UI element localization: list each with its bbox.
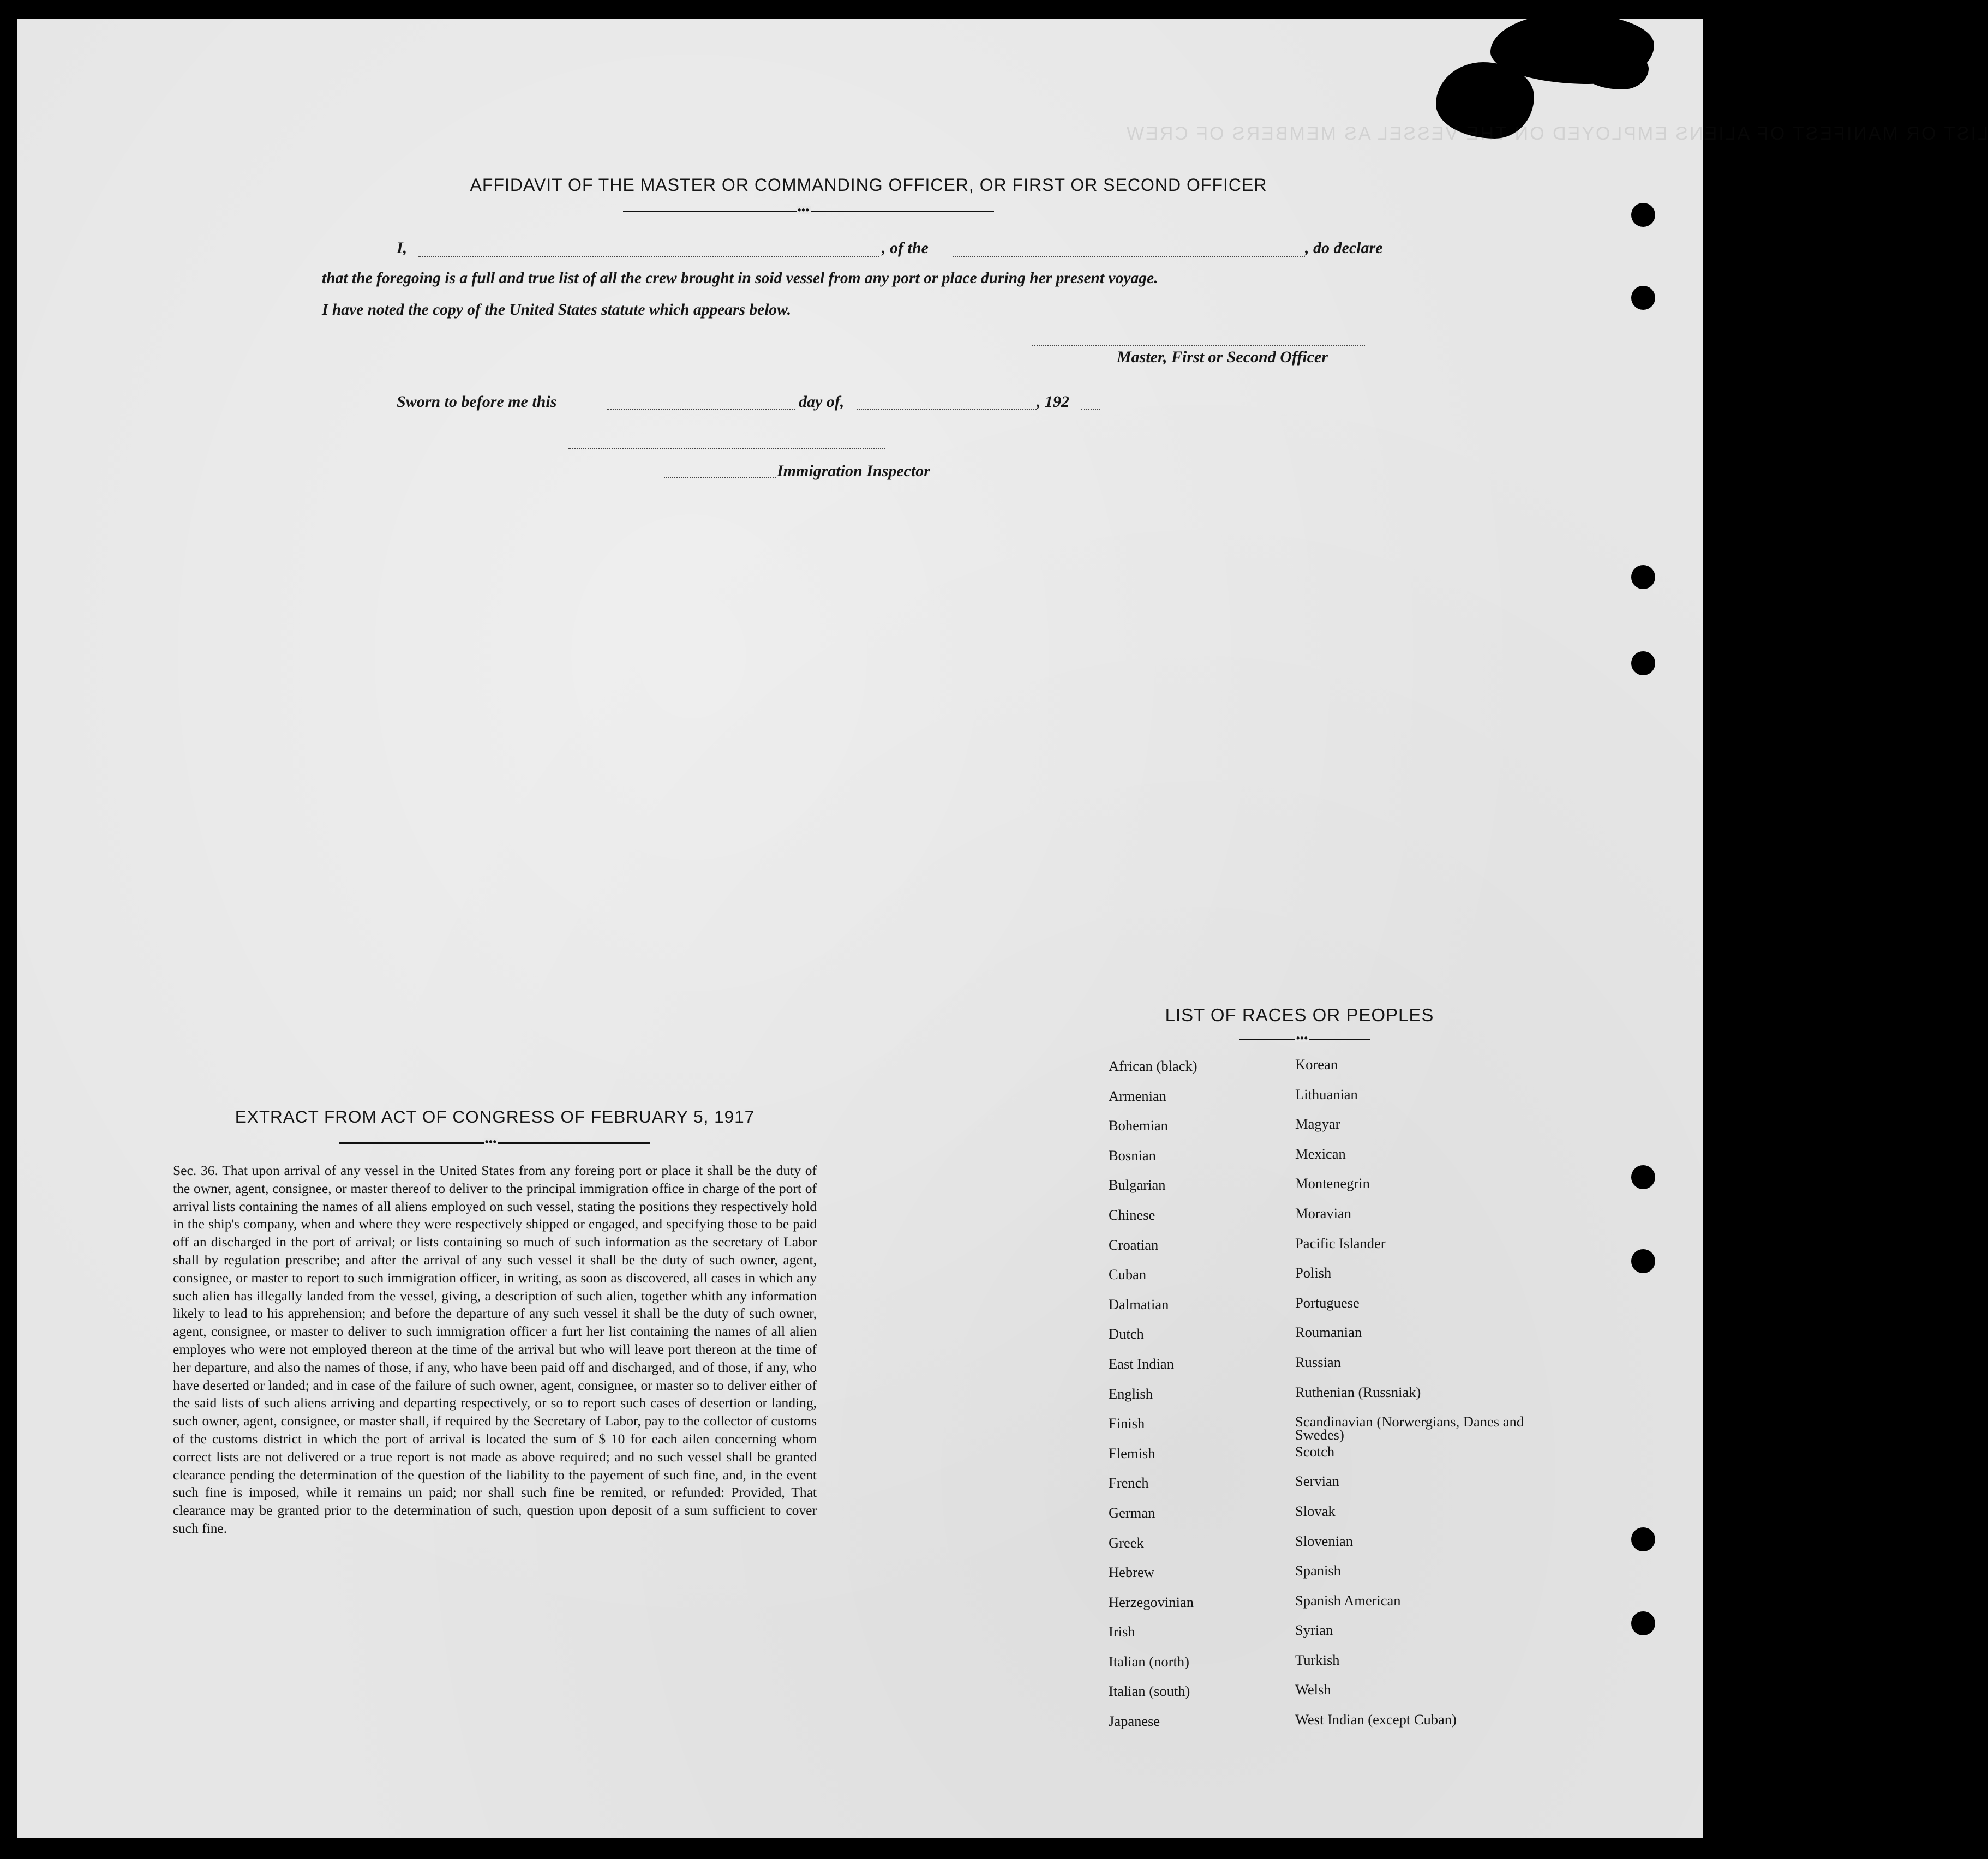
race-row: [1109, 1474, 1534, 1504]
sworn-year: , 192: [1037, 393, 1069, 411]
race-right-entry: Scotch: [1295, 1443, 1335, 1460]
race-left-entry: Cuban: [1109, 1266, 1147, 1283]
race-left-entry: Greek: [1109, 1534, 1144, 1551]
race-left-entry: Finish: [1109, 1415, 1145, 1432]
race-left-entry: Italian (south): [1109, 1683, 1190, 1700]
race-row: [1109, 1683, 1534, 1713]
race-row: [1109, 1445, 1534, 1475]
punch-hole: [1631, 565, 1655, 589]
race-left-entry: African (black): [1109, 1058, 1197, 1074]
race-left-entry: French: [1109, 1474, 1149, 1491]
race-row: [1109, 1594, 1534, 1624]
affidavit-i-label: I,: [397, 239, 408, 257]
race-left-entry: Herzegovinian: [1109, 1593, 1194, 1610]
race-right-entry: Lithuanian: [1295, 1086, 1358, 1102]
race-row: [1109, 1383, 1534, 1416]
race-left-entry: Flemish: [1109, 1444, 1155, 1461]
race-right-entry: Slovak: [1295, 1502, 1336, 1519]
punch-hole: [1631, 1249, 1655, 1273]
punch-hole: [1631, 1165, 1655, 1189]
race-row: [1109, 1147, 1534, 1177]
sworn-day-of: day of,: [799, 393, 845, 411]
race-right-entry: West Indian (except Cuban): [1295, 1711, 1457, 1728]
master-signature-label: Master, First or Second Officer: [1117, 348, 1328, 366]
sworn-date-field[interactable]: [607, 409, 795, 410]
name-field[interactable]: [418, 256, 879, 257]
extract-body: Sec. 36. That upon arrival of any vessel in the United States from any foreing port or place it shall be the duty of the owner, agent, consignee, or master thereof to deliver to the principal immigration office in charge of the port of arrival lists containing the names of all aliens employed on such vessel, stating the positions they respectively hold in the ship's company, when and where they were respectively shipped or engaged, and specifying those to be paid off an discharged in the port of arrival; or lists containing so much of such information as the secretary of Labor shall by regulation prescribe; and after the arrival of any such vessel it shall be the duty of such owner, agent, consignee, or master to report to such immigration officer, in writing, as soon as discovered, all cases in which any such alien has illegally landed from the vessel, giving, a description of such alien, together whith any information likely to lead to his apprehension; and before the departure of any such vessel it shall be the duty of such owner, agent, consignee, or master to deliver to such immigration officer a furt her list containing the names of all alien employes who were not employed thereon at the time of the arrival but who will leave port thereon at the time of her departure, and also the names of those, if any, who have been paid off and discharged, and of those, if any, who have deserted or landed; and in case of the failure of such owner, agent, consignee, or master so to deliver either of the said lists of such aliens arriving and departing respectively, or so to report such cases of desertion or landing, such owner, agent, consignee, or master shall, if required by the Secretary of Labor, pay to the collector of customs of the customs district in which the port of arrival is located the sum of $ 10 for each ailen concerning whom correct lists are not delivered or a true report is not made as above required; and no such vessel shall be granted clearance pending the determination of the question of the liability to the payement of such fine, and, in the event such fine is imposed, while it remains un paid; nor shall such fine be remited, or refunded: Provided, That clearance may be granted prior to the determination of such, question upon deposit of a sum sufficient to cover such fine.: [173, 1162, 817, 1536]
races-title: LIST OF RACES OR PEOPLES: [1165, 1005, 1434, 1025]
punch-hole: [1631, 203, 1655, 227]
races-ornament: •••: [1296, 1033, 1308, 1044]
race-row: [1109, 1353, 1534, 1386]
race-right-entry: Spanish American: [1295, 1592, 1401, 1609]
race-right-entry: Polish: [1295, 1264, 1332, 1281]
race-row: [1109, 1234, 1534, 1267]
race-row: [1109, 1653, 1534, 1683]
race-left-entry: Chinese: [1109, 1206, 1155, 1223]
sworn-month-field[interactable]: [857, 409, 1037, 410]
inspector-label: Immigration Inspector: [777, 462, 930, 480]
race-left-entry: Japanese: [1109, 1713, 1160, 1730]
bleed-through: LIST OR MANIFEST OF ALIENS EMPLOYED ON THE VESSEL AS MEMBERS OF CREW: [1125, 123, 1988, 144]
affidavit-declare-label: , do declare: [1305, 239, 1383, 257]
affidavit-title: AFFIDAVIT OF THE MASTER OR COMMANDING OFFICER, OR FIRST OR SECOND OFFICER: [470, 175, 1267, 195]
race-right-entry: Ruthenian (Russniak): [1295, 1383, 1421, 1400]
race-row: [1109, 1713, 1534, 1743]
punch-hole: [1631, 651, 1655, 675]
race-right-entry: Slovenian: [1295, 1532, 1353, 1549]
race-left-entry: Italian (north): [1109, 1653, 1189, 1670]
races-table: [1109, 1058, 1534, 1743]
race-right-entry: Turkish: [1295, 1651, 1340, 1668]
race-row: [1109, 1326, 1534, 1356]
punch-hole: [1631, 1527, 1655, 1551]
race-right-entry: Pacific Islander: [1295, 1234, 1386, 1251]
race-left-entry: German: [1109, 1504, 1155, 1521]
race-left-entry: Dalmatian: [1109, 1296, 1169, 1312]
race-left-entry: Hebrew: [1109, 1564, 1154, 1581]
extract-ornament: •••: [485, 1136, 497, 1147]
inspector-dotted-lead: [664, 477, 776, 478]
torn-corner: [1583, 51, 1649, 89]
sworn-year-field[interactable]: [1081, 409, 1100, 410]
race-right-entry: Spanish: [1295, 1562, 1341, 1579]
sworn-prefix: Sworn to before me this: [397, 393, 557, 411]
race-row: [1109, 1534, 1534, 1564]
race-right-entry: Korean: [1295, 1056, 1338, 1072]
race-left-entry: Dutch: [1109, 1326, 1144, 1342]
race-right-entry: Portuguese: [1295, 1294, 1360, 1311]
master-signature-line[interactable]: [1032, 345, 1365, 346]
race-left-entry: English: [1109, 1385, 1153, 1402]
race-right-entry: Servian: [1295, 1473, 1339, 1490]
inspector-signature-line[interactable]: [568, 448, 885, 449]
affidavit-of-the-label: , of the: [882, 239, 929, 257]
race-row: [1109, 1415, 1534, 1445]
race-left-entry: Armenian: [1109, 1087, 1166, 1104]
race-right-entry: Moravian: [1295, 1204, 1352, 1221]
race-right-entry: Montenegrin: [1295, 1175, 1370, 1192]
race-left-entry: Croatian: [1109, 1236, 1159, 1253]
race-row: [1109, 1177, 1534, 1207]
document-page: [17, 19, 1988, 1838]
punch-hole: [1631, 1611, 1655, 1635]
race-row: [1109, 1296, 1534, 1326]
race-row: [1109, 1623, 1534, 1653]
vessel-field[interactable]: [953, 256, 1305, 257]
race-row: [1109, 1058, 1534, 1088]
race-right-entry: Roumanian: [1295, 1324, 1362, 1341]
race-left-entry: Bulgarian: [1109, 1177, 1166, 1194]
race-right-entry: Syrian: [1295, 1622, 1333, 1639]
affidavit-statute-note: I have noted the copy of the United States statute which appears below.: [322, 301, 792, 319]
race-row: [1109, 1266, 1534, 1296]
race-left-entry: Bohemian: [1109, 1117, 1168, 1134]
race-right-entry: Welsh: [1295, 1681, 1331, 1698]
extract-title: EXTRACT FROM ACT OF CONGRESS OF FEBRUARY 5, 1917: [235, 1107, 755, 1126]
race-row: [1109, 1564, 1534, 1594]
race-left-entry: East Indian: [1109, 1355, 1174, 1372]
race-right-entry: Mexican: [1295, 1145, 1346, 1162]
punch-hole: [1631, 286, 1655, 310]
affidavit-ornament: •••: [798, 205, 810, 215]
race-left-entry: Irish: [1109, 1623, 1135, 1640]
race-row: [1109, 1204, 1534, 1237]
race-row: [1109, 1088, 1534, 1118]
race-left-entry: Bosnian: [1109, 1147, 1156, 1164]
affidavit-statement: that the foregoing is a full and true list of all the crew brought in soid vessel from any port or place during her present voyage.: [322, 269, 1158, 287]
race-row: [1109, 1117, 1534, 1147]
race-right-entry: Russian: [1295, 1353, 1341, 1370]
race-row: [1109, 1504, 1534, 1534]
race-right-entry: Magyar: [1295, 1116, 1340, 1132]
race-right-entry: Scandinavian (Norwergians, Danes and Swedes): [1295, 1413, 1524, 1443]
